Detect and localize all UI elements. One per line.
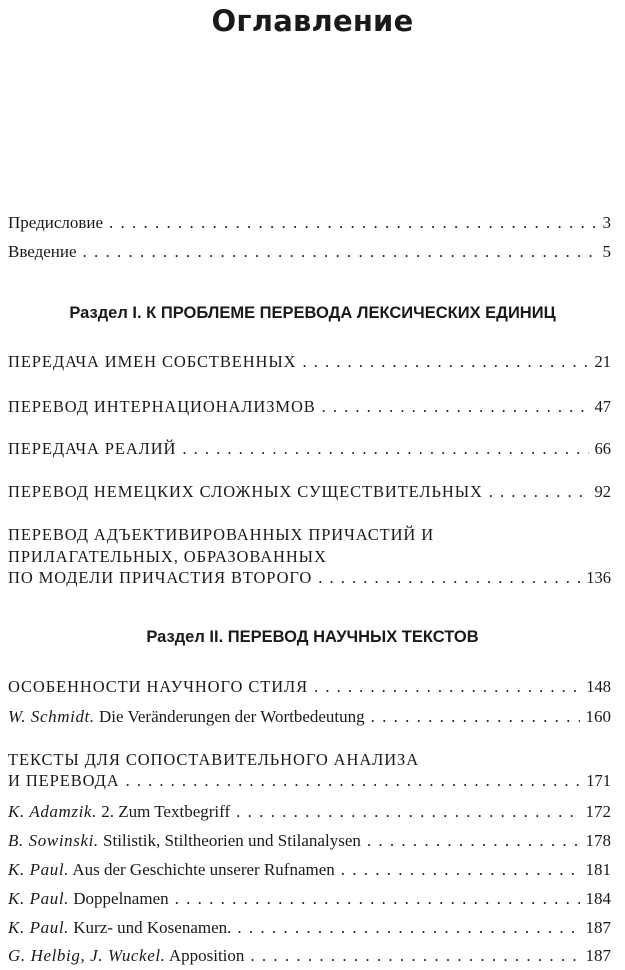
dot-leader xyxy=(175,888,580,910)
toc-entry[interactable] xyxy=(8,438,611,460)
entry-author: K. Adamzik. xyxy=(8,802,97,821)
entry-title: Предисловие xyxy=(8,213,104,232)
entry-title: ОСОБЕННОСТИ НАУЧНОГО СТИЛЯ xyxy=(8,677,309,696)
section-1-heading: Раздел I. К ПРОБЛЕМЕ ПЕРЕВОДА ЛЕКСИЧЕСКИХ ЕДИНИЦ xyxy=(69,304,556,322)
entry-title-line-2: ПРИЛАГАТЕЛЬНЫХ, ОБРАЗОВАННЫХ xyxy=(8,547,327,566)
entry-work: 2. Zum Textbegriff xyxy=(101,802,231,821)
entry-title: ПЕРЕДАЧА ИМЕН СОБСТВЕННЫХ xyxy=(8,352,297,371)
entry-author: W. Schmidt. xyxy=(8,707,95,726)
entry-page: 187 xyxy=(585,946,611,965)
toc-entry[interactable] xyxy=(8,917,611,939)
entry-title-line-1: ТЕКСТЫ ДЛЯ СОПОСТАВИТЕЛЬНОГО АНАЛИЗА xyxy=(8,750,420,769)
entry-page: 172 xyxy=(585,802,611,821)
dot-leader xyxy=(302,351,588,373)
toc-entry[interactable] xyxy=(8,676,611,698)
dot-leader xyxy=(318,567,580,589)
dot-leader xyxy=(367,830,580,852)
dot-leader xyxy=(236,801,579,823)
toc-entry[interactable] xyxy=(8,830,611,852)
entry-title xyxy=(8,706,365,728)
entry-page: 160 xyxy=(585,707,611,726)
entry-title xyxy=(8,888,169,910)
entry-page: 136 xyxy=(586,568,611,587)
entry-page: 178 xyxy=(585,831,611,850)
toc-entry-preface[interactable] xyxy=(8,212,611,234)
entry-page: 181 xyxy=(585,860,611,879)
entry-title xyxy=(8,945,244,967)
entry-title-line-1: ПЕРЕВОД АДЪЕКТИВИРОВАННЫХ ПРИЧАСТИЙ И xyxy=(8,525,435,544)
entry-page: 187 xyxy=(585,918,611,937)
entry-author: G. Helbig, J. Wuckel. xyxy=(8,946,166,965)
page-title: Оглавление xyxy=(211,4,414,38)
entry-title xyxy=(8,801,230,823)
entry-page: 171 xyxy=(586,771,611,790)
section-2-heading: Раздел II. ПЕРЕВОД НАУЧНЫХ ТЕКСТОВ xyxy=(146,628,479,646)
toc-entry[interactable] xyxy=(8,481,611,503)
entry-page: 3 xyxy=(602,213,611,232)
toc-entry-introduction[interactable] xyxy=(8,241,611,263)
dot-leader xyxy=(371,706,580,728)
entry-page: 92 xyxy=(594,482,611,501)
entry-page: 47 xyxy=(594,397,611,416)
entry-work: Kurz- und Kosenamen. xyxy=(73,918,232,937)
dot-leader xyxy=(109,212,596,234)
toc-entry-multiline[interactable] xyxy=(8,770,611,792)
toc-entry[interactable] xyxy=(8,888,611,910)
entry-page: 66 xyxy=(594,439,611,458)
entry-author: K. Paul. xyxy=(8,860,69,879)
entry-page: 148 xyxy=(586,677,611,696)
entry-page: 5 xyxy=(602,242,611,261)
entry-title-line-2: И ПЕРЕВОДА xyxy=(8,771,120,790)
dot-leader xyxy=(250,945,579,967)
entry-work: Doppelnamen xyxy=(73,889,169,908)
entry-work: Die Veränderungen der Wortbedeutung xyxy=(98,707,365,726)
entry-title xyxy=(8,859,335,881)
entry-author: K. Paul. xyxy=(8,918,69,937)
dot-leader xyxy=(182,438,588,460)
entry-page: 184 xyxy=(585,889,611,908)
dot-leader xyxy=(341,859,580,881)
entry-author: B. Sowinski. xyxy=(8,831,99,850)
toc-entry[interactable] xyxy=(8,351,611,373)
toc-entry[interactable] xyxy=(8,801,611,823)
toc-entry[interactable] xyxy=(8,706,611,728)
entry-title: Введение xyxy=(8,242,77,261)
entry-work: Apposition xyxy=(168,946,245,965)
entry-title-line-3: ПО МОДЕЛИ ПРИЧАСТИЯ ВТОРОГО xyxy=(8,568,313,587)
toc-entry-multiline[interactable] xyxy=(8,567,611,589)
entry-title: ПЕРЕВОД НЕМЕЦКИХ СЛОЖНЫХ СУЩЕСТВИТЕЛЬНЫХ xyxy=(8,482,483,501)
entry-author: K. Paul. xyxy=(8,889,69,908)
entry-title: ПЕРЕВОД ИНТЕРНАЦИОНАЛИЗМОВ xyxy=(8,397,316,416)
dot-leader xyxy=(322,396,589,418)
entry-title xyxy=(8,830,361,852)
dot-leader xyxy=(237,917,579,939)
entry-page: 21 xyxy=(594,352,611,371)
toc-entry[interactable] xyxy=(8,859,611,881)
entry-title xyxy=(8,917,231,939)
toc-entry[interactable] xyxy=(8,396,611,418)
entry-work: Aus der Geschichte unserer Rufnamen xyxy=(72,860,335,879)
entry-title: ПЕРЕДАЧА РЕАЛИЙ xyxy=(8,439,177,458)
entry-work: Stilistik, Stiltheorien und Stilanalysen xyxy=(103,831,361,850)
dot-leader xyxy=(314,676,580,698)
toc-entry[interactable] xyxy=(8,945,611,967)
dot-leader xyxy=(489,481,589,503)
dot-leader xyxy=(126,770,581,792)
dot-leader xyxy=(83,241,597,263)
